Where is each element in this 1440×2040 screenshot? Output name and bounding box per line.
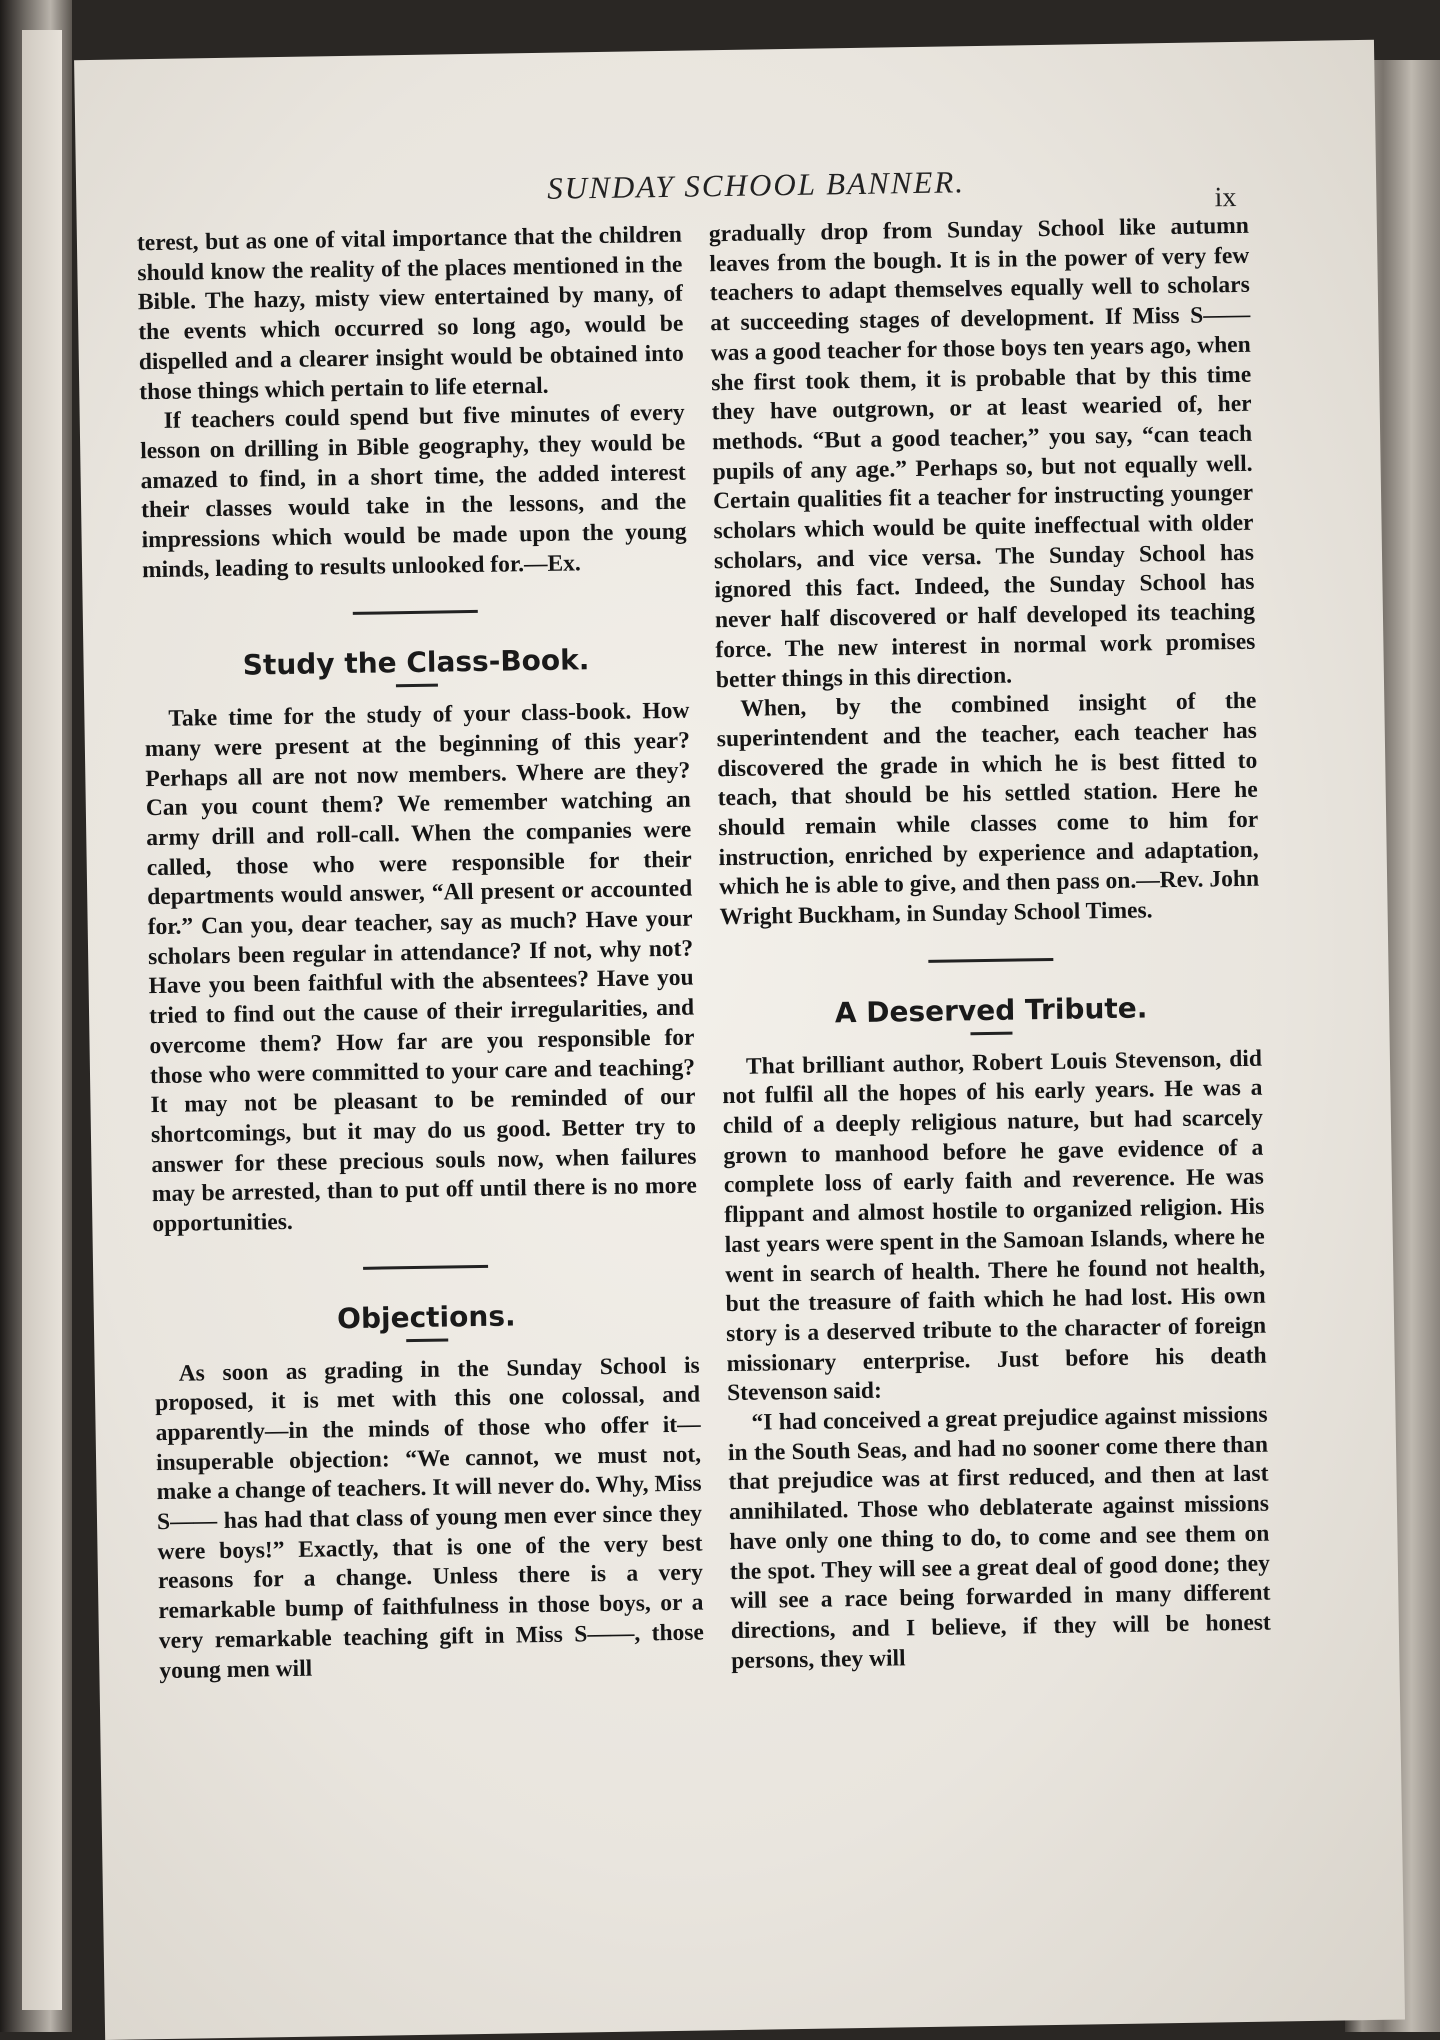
section-heading: Study the Class-Book. (242, 643, 590, 683)
left-column (137, 221, 705, 1687)
right-column (709, 212, 1272, 1677)
section-divider (928, 958, 1053, 963)
paragraph: gradually drop from Sunday School like autumn leaves from the bough. It is in the power of very few teachers to adapt themselves equally well to scholars at succeeding stages of development. If Miss S—— was a good teacher for those boys ten years ago, when she first took them, it is probable that by this time they have outgrown, or at least wearied of, her methods. “But a good teacher,” you say, “can teach pupils of any age.” Perhaps so, but not equally well. Certain qualities fit a teacher for instructing younger scholars which would be quite ineffectual with older scholars, and vice versa. The Sunday School has ignored this fact. Indeed, the Sunday School has never half discovered or half developed its teaching force. The new interest in normal work promises better things in this direction. (708, 212, 1256, 693)
book-page (74, 40, 1405, 2040)
previous-page-edge (22, 30, 62, 2010)
paragraph: Take time for the study of your class-book. How many were present at the beginning of this year? Perhaps all are not now members. Where are they? Can you count them? We remember watching an army drill and roll-call. When the companies were called, those who were responsible for their departments would answer, “All present or accounted for.” Can you, dear teacher, say as much? Have your scholars been regular in attendance? If not, why not? Have you been faithful with the absentees? Have you tried to find out the cause of their irregularities, and overcome them? How far are you responsible for those who were committed to your care and teaching? It may not be pleasant to be reminded of our shortcomings, but it may do us good. Better try to answer for these precious souls now, when failures may be arrested, than to put off until there is no more opportunities. (144, 697, 698, 1238)
paragraph: As soon as grading in the Sunday School is proposed, it is met with this one colossal, and apparently—in the minds of those who offer it—insuperable objection: “We cannot, we must not, make a change of teachers. It will never do. Why, Miss S—— has had that class of young men ever since they were boys!” Exactly, that is one of the very best reasons for a change. Unless there is a very remarkable bump of faithfulness in those boys, or a very remarkable teaching gift in Miss S——, those young men will (154, 1352, 705, 1684)
page-number: ix (1214, 181, 1237, 214)
paragraph: When, by the combined insight of the superintendent and the teacher, each teacher has discovered the grade in which he is best fitted to teach, that should be his settled station. Here he should remain while classes come to him for instruction, enriched by experience and adaptation, which he is able to give, and then pass on.—Rev. John Wright Buckham, in Sunday School Times. (716, 687, 1260, 931)
section-heading: Objections. (336, 1299, 516, 1336)
section-divider (353, 610, 478, 615)
paragraph: That brilliant author, Robert Louis Stevenson, did not fulfil all the hopes of his early years. He was a child of a deeply religious nature, but had scarcely grown to manhood before he gave evidence of a complete loss of early faith and reverence. He was flippant and almost hostile to organized religion. His last years were spent in the Samoan Islands, where he went in search of health. There he found not health, but the treasure of faith which he had lost. His own story is a deserved tribute to the character of foreign missionary enterprise. Just before his death Stevenson said: (722, 1045, 1267, 1407)
section-divider (363, 1265, 488, 1270)
running-title: SUNDAY SCHOOL BANNER. (546, 164, 966, 206)
quotation: “I had conceived a great prejudice against missions in the South Seas, and had no sooner come there than that prejudice was at first reduced, and then at last annihilated. Those who deblaterate against missions have only one thing to do, to come and see them on the spot. They will see a great deal of good done; they will see a race being forwarded in many different directions, and I believe, if they will be honest persons, they will (727, 1401, 1271, 1674)
heading-underline (395, 684, 437, 688)
paragraph: If teachers could spend but five minutes of every lesson on drilling in Bible geography, they would be amazed to find, in a short time, the added interest their classes would take in the lessons, and the impressions which would be made upon the young minds, leading to results unlooked for.—Ex. (140, 399, 687, 583)
heading-underline (406, 1338, 448, 1342)
paragraph: terest, but as one of vital importance that the children should know the reality of the places mentioned in the Bible. The hazy, misty view entertained by many, of the events which occurred so long ago, would be dispelled and a clearer insight would be obtained into those things which pertain to life eternal. (136, 221, 684, 405)
book-binding-left (0, 0, 72, 2032)
section-heading: A Deserved Tribute. (834, 991, 1148, 1030)
heading-underline (970, 1031, 1012, 1035)
